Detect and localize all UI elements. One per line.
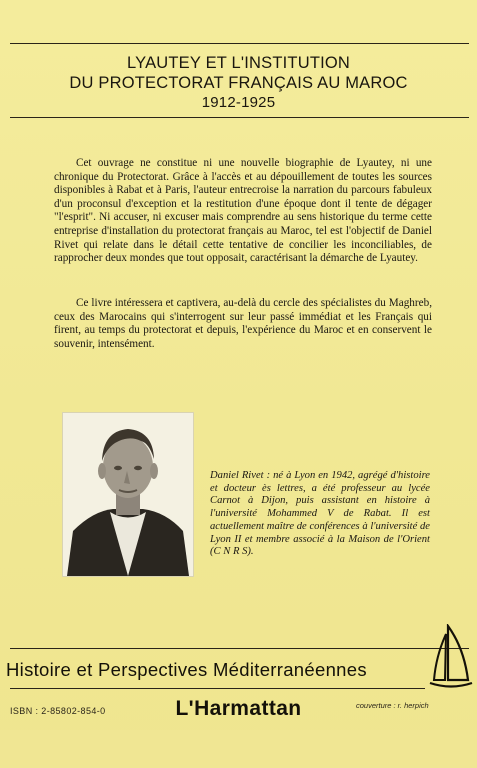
description-paragraph-1: Cet ouvrage ne constitue ni une nouvelle biographie de Lyautey, ni une chronique du Protectorat. Grâce à l'accès et au dépouillement de toutes les sources disponibles à Rabat et à Paris, l'auteur entrecroise la narration du parcours fabuleux d'un proconsul d'exception et la restitution d'une époque dont il tente de dégager "l'esprit". Ni accuser, ni excuser mais comprendre au sens historique du terme cette entreprise d'installation du protectorat français au Maroc, tel est l'objectif de Daniel Rivet qui relate dans le détail cette tentative de concilier les inconciliables, de rapprocher deux mondes que tout opposait, caractérisant la démarche de Lyautey. bbox=[54, 157, 432, 265]
series-rule-top bbox=[10, 648, 469, 649]
publisher-name: L'Harmattan bbox=[175, 697, 302, 720]
isbn: ISBN : 2-85802-854-0 bbox=[10, 706, 106, 716]
top-rule bbox=[10, 43, 469, 44]
sailboat-logo-icon bbox=[428, 624, 474, 692]
description-paragraph-2: Ce livre intéressera et captivera, au-delà du cercle des spécialistes du Maghreb, ceux des Marocains qui s'interrogent sur leur passé immédiat et les Français qui firent, au temps du protectorat et depuis, l'expérience du Maroc et en conservent le souvenir, intensément. bbox=[54, 297, 432, 350]
title-line-1: LYAUTEY ET L'INSTITUTION bbox=[126, 54, 351, 72]
cover-credit: couverture : r. herpich bbox=[356, 701, 429, 710]
author-portrait-icon bbox=[63, 413, 193, 576]
title-line-3: 1912-1925 bbox=[201, 94, 276, 111]
series-rule-bottom bbox=[10, 688, 425, 689]
title-rule bbox=[10, 117, 469, 118]
author-photo bbox=[63, 413, 193, 576]
series-title: Histoire et Perspectives Méditerranéennes bbox=[6, 659, 367, 680]
author-bio: Daniel Rivet : né à Lyon en 1942, agrégé d'histoire et docteur ès lettres, a été professeur au lycée Carnot à Dijon, puis assistant en histoire à l'université Mohammed V de Rabat. Il est actuellement maître de conférences à l'université de Lyon II et membre associé à la Maison de l'Orient (C N R S). bbox=[210, 470, 430, 558]
bottom-margin bbox=[0, 730, 477, 768]
title-line-2: DU PROTECTORAT FRANÇAIS AU MAROC bbox=[69, 74, 408, 92]
